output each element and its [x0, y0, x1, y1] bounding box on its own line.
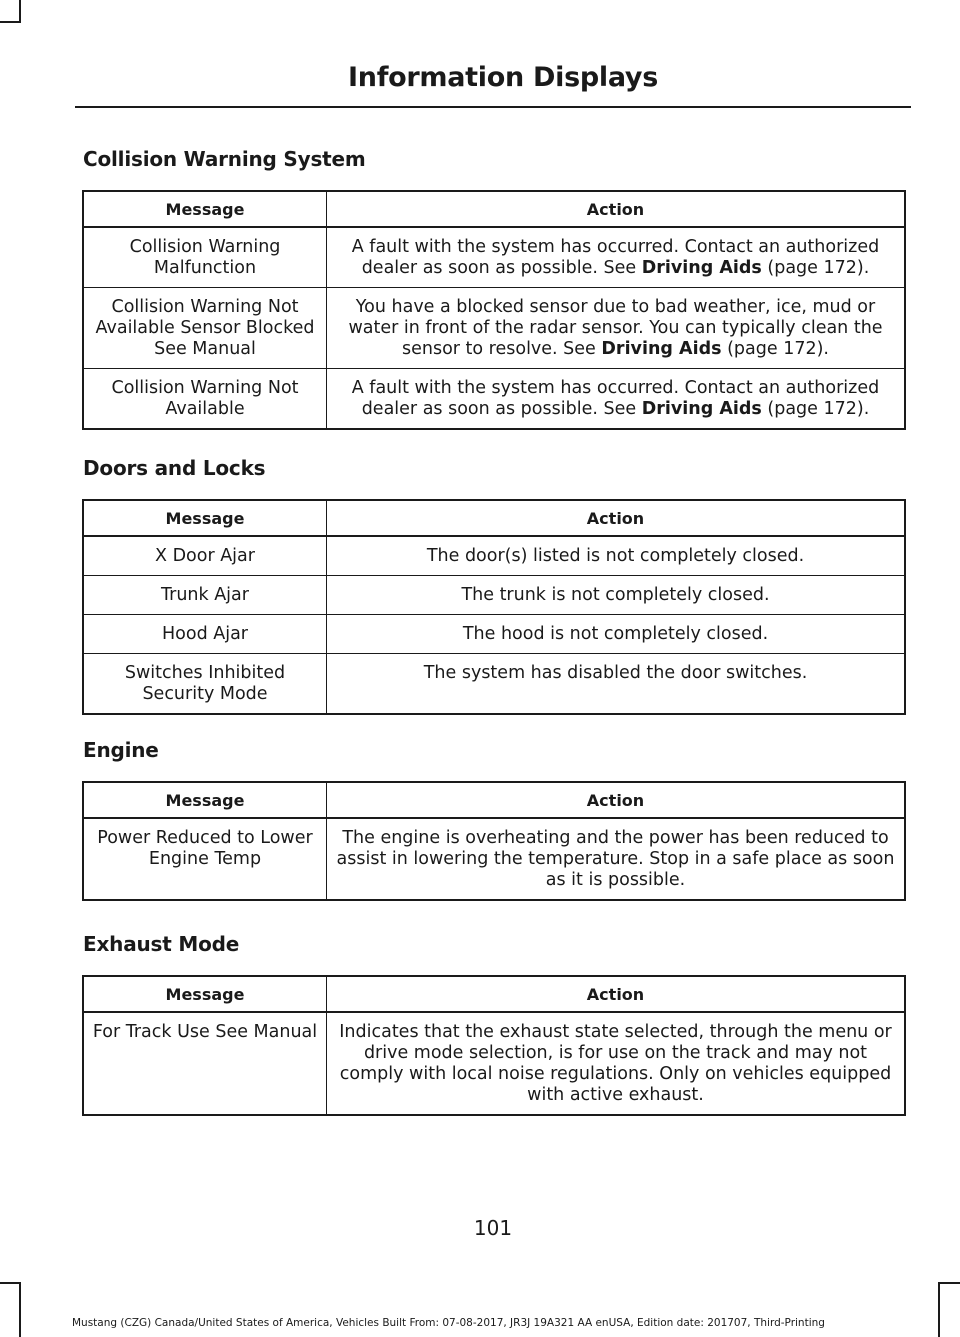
page-number: 101 [473, 1216, 513, 1240]
action-text: The hood is not completely closed. [462, 624, 769, 644]
cross-reference-link[interactable]: Driving Aids [601, 339, 722, 359]
cross-reference-link[interactable]: Driving Aids [641, 399, 762, 419]
action-text: The system has disabled the door switches. [423, 663, 808, 683]
page-reference: (page 172). [727, 339, 829, 359]
page-reference: (page 172). [767, 258, 870, 278]
message-cell [83, 576, 327, 615]
column-header-action: Action [327, 976, 906, 1012]
action-text: A fault with the system has occurred. Contact an authorized dealer as soon as possible. See [351, 237, 880, 278]
section-title: Doors and Locks [83, 456, 266, 480]
section-title: Engine [83, 738, 159, 762]
column-header-action: Action [327, 500, 906, 536]
crop-mark [938, 1282, 940, 1337]
header-rule [75, 106, 911, 108]
message-cell [83, 227, 327, 288]
message-table [82, 499, 906, 715]
message-cell [83, 1012, 327, 1115]
message-text: X Door Ajar [155, 546, 255, 566]
table-row [83, 654, 905, 715]
message-cell [83, 369, 327, 430]
message-text: Trunk Ajar [161, 585, 249, 605]
message-table [82, 975, 906, 1116]
message-table [82, 781, 906, 901]
message-text: Collision Warning Not Available [111, 378, 299, 419]
crop-mark [0, 1282, 21, 1284]
message-text: Power Reduced to Lower Engine Temp [97, 828, 313, 869]
column-header-message: Message [83, 782, 327, 818]
column-header-message: Message [83, 976, 327, 1012]
message-cell [83, 654, 327, 715]
message-text: Hood Ajar [162, 624, 248, 644]
footer-text: Mustang (CZG) Canada/United States of America, Vehicles Built From: 07-08-2017, JR3J 19A321 AA enUSA, Edition date: 201707, Third-Printing [72, 1317, 825, 1329]
column-header-message: Message [83, 191, 327, 227]
cross-reference-link[interactable]: Driving Aids [641, 258, 762, 278]
table-row [83, 369, 905, 430]
action-cell [327, 288, 906, 369]
action-text: You have a blocked sensor due to bad weather, ice, mud or water in front of the radar sensor. You can typically clean the sensor to resolve. See [348, 297, 883, 359]
action-cell [327, 227, 906, 288]
action-cell [327, 369, 906, 430]
action-text: The door(s) listed is not completely closed. [426, 546, 805, 566]
message-text: Collision Warning Not Available Sensor Blocked See Manual [95, 297, 315, 359]
action-text: The engine is overheating and the power has been reduced to assist in lowering the temperature. Stop in a safe place as soon as it is possible. [336, 828, 895, 890]
table-row [83, 227, 905, 288]
column-header-message: Message [83, 500, 327, 536]
crop-mark [938, 1282, 960, 1284]
message-cell [83, 615, 327, 654]
page-reference: (page 172). [767, 399, 870, 419]
action-cell [327, 615, 906, 654]
action-cell [327, 654, 906, 715]
action-cell [327, 818, 906, 900]
table-row [83, 1012, 905, 1115]
crop-mark [19, 0, 21, 23]
action-cell [327, 576, 906, 615]
section-title: Exhaust Mode [83, 932, 240, 956]
message-cell [83, 536, 327, 576]
action-text: Indicates that the exhaust state selected, through the menu or drive mode selection, is for use on the track and may not comply with local noise regulations. Only on vehicles equipped with active exhaust. [339, 1022, 892, 1105]
table-row [83, 615, 905, 654]
table-row [83, 576, 905, 615]
action-text: The trunk is not completely closed. [461, 585, 770, 605]
message-text: Switches Inhibited Security Mode [124, 663, 286, 704]
crop-mark [19, 1282, 21, 1337]
crop-mark [0, 21, 21, 23]
message-cell [83, 288, 327, 369]
column-header-action: Action [327, 191, 906, 227]
action-text: A fault with the system has occurred. Contact an authorized dealer as soon as possible. See [351, 378, 880, 419]
action-cell [327, 536, 906, 576]
message-text: Collision Warning Malfunction [129, 237, 281, 278]
message-text: For Track Use See Manual [92, 1022, 318, 1042]
action-cell [327, 1012, 906, 1115]
page-title: Information Displays [348, 62, 658, 93]
message-table [82, 190, 906, 430]
table-row [83, 536, 905, 576]
section-title: Collision Warning System [83, 147, 366, 171]
message-cell [83, 818, 327, 900]
table-row [83, 288, 905, 369]
column-header-action: Action [327, 782, 906, 818]
table-row [83, 818, 905, 900]
